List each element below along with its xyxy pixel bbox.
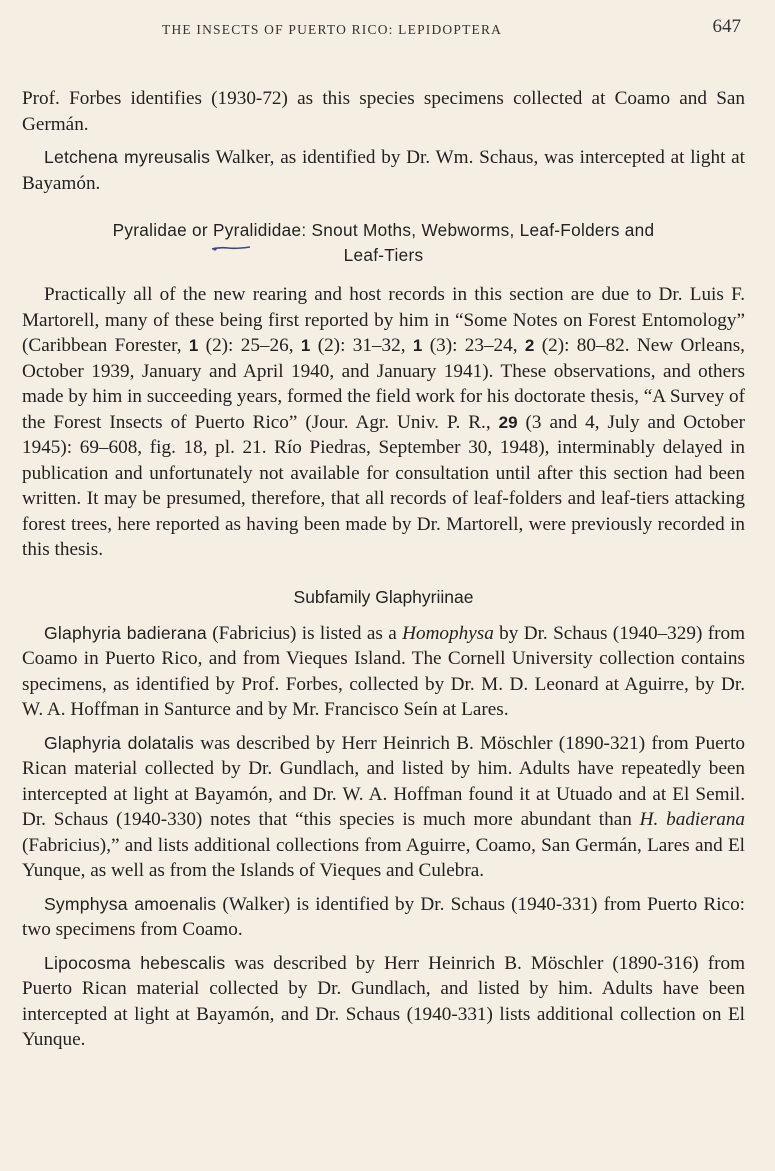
paragraph-intro xyxy=(22,282,745,563)
paragraph-hebescalis xyxy=(22,951,745,1053)
species-name: Glaphyria badierana xyxy=(44,622,207,643)
intro-text-1: Practically all of the new rearing and host records in this section are due to Dr. Luis F. Martorell, many of these being first reported by him in “Some Notes on Forest Entomology” (Caribbean Forester, xyxy=(22,284,745,356)
section-heading xyxy=(22,218,745,268)
paragraph-text: (Fabricius),” and lists additional collections from Aguirre, Coamo, San Germán, Lares and El Yunque, as well as from the Islands of Vieques and Culebra. xyxy=(22,834,745,881)
paragraph-text: by Dr. Schaus (1940–329) from Coamo in Puerto Rico, and from Vieques Island. The Cornell University collection contains specimens, as identified by Prof. Forbes, collected by Dr. M. D. Leonard at Aguirre, by Dr. W. A. Hoffman in Santurce and by Mr. Francisco Seín at Lares. xyxy=(22,622,746,720)
section-heading-line-2: Leaf-Tiers xyxy=(343,245,424,265)
paragraph-amoenalis xyxy=(22,892,745,943)
paragraph-text: Walker, as identified by Dr. Wm. Schaus, was intercepted at light at Bayamón. xyxy=(22,147,745,194)
header-title: THE INSECTS OF PUERTO RICO: LEPIDOPTERA xyxy=(162,22,503,37)
volume-number: 2 xyxy=(524,336,535,355)
intro-text-2: (2): 25–26, xyxy=(198,335,301,356)
paragraph-text: was described by Herr Heinrich B. Möschler (1890-316) from Puerto Rican material collected by Dr. Gundlach, and listed by him. Adults have been intercepted at light at Bayamón, and Dr. Schaus (1940-331) lists additional collection on El Yunque. xyxy=(22,952,745,1050)
running-header xyxy=(22,14,745,42)
paragraph-letchena xyxy=(22,145,745,196)
section-heading-line-1: Pyralidae or Pyralididae: Snout Moths, Webworms, Leaf-Folders and xyxy=(112,220,655,240)
paragraph-text: (Walker) is identified by Dr. Schaus (1940-331) from Puerto Rico: two specimens from Coamo. xyxy=(22,893,745,940)
volume-number: 29 xyxy=(498,412,518,432)
page-number: 647 xyxy=(712,16,741,37)
species-name: Glaphyria dolatalis xyxy=(44,732,194,753)
volume-number: 1 xyxy=(188,336,199,355)
species-reference: H. badierana xyxy=(639,809,746,830)
volume-number: 1 xyxy=(300,336,311,355)
paragraph-dolatalis xyxy=(22,731,745,884)
species-name: Lipocosma hebescalis xyxy=(44,952,226,973)
species-name: Letchena myreusalis xyxy=(44,147,211,167)
species-name: Symphysa amoenalis xyxy=(44,893,217,914)
paragraph-text: Prof. Forbes identifies (1930-72) as this species specimens collected at Coamo and San Germán. xyxy=(22,88,745,135)
paragraph-text: was described by Herr Heinrich B. Möschler (1890-321) from Puerto Rican material collected by Dr. Gundlach, and listed by him. Adults have repeatedly been intercepted at light at Bayamón, and Dr. W. A. Hoffman found it at Utuado and at El Semil. Dr. Schaus (1940-330) notes that “this species is much more abundant than xyxy=(22,732,745,830)
intro-text-3: (2): 31–32, xyxy=(310,335,413,356)
intro-text-6: (3 and 4, July and October 1945): 69–608, fig. 18, pl. 21. Río Piedras, September 30, 1948), interminably delayed in publication and unfortunately not available for consultation until after this section had been written. It may be presumed, therefore, that all records of leaf-folders and leaf-tiers attacking forest trees, here reported as having been made by Dr. Martorell, were previously recorded in this thesis. xyxy=(22,411,745,560)
paragraph-badierana xyxy=(22,621,745,723)
intro-text-5: (2): 80–82. New Orleans, October 1939, January and April 1940, and January 1941). These observations, and others made by him in succeeding years, formed the field work for his doctorate thesis, “A Survey of the Forest Insects of Puerto Rico” (Jour. Agr. Univ. P. R., xyxy=(22,335,745,433)
ink-mark-icon xyxy=(210,244,252,252)
intro-text-4: (3): 23–24, xyxy=(422,335,525,356)
subfamily-heading: Subfamily Glaphyriinae xyxy=(293,586,474,607)
volume-number: 1 xyxy=(412,336,423,355)
genus-name: Homophysa xyxy=(402,622,494,644)
paragraph-text: (Fabricius) is listed as a xyxy=(206,622,403,644)
paragraph-forbes xyxy=(22,86,745,137)
